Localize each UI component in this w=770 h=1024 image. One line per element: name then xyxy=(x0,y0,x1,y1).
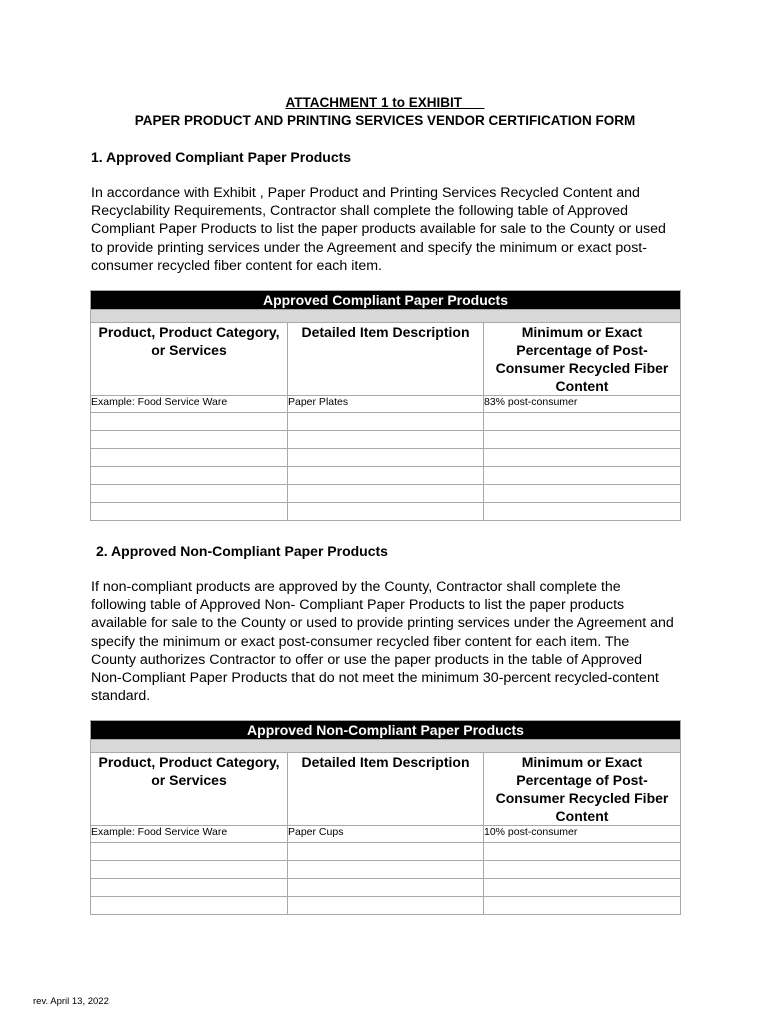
product-input-cell[interactable] xyxy=(91,503,288,521)
non-compliant-products-table xyxy=(90,720,681,915)
description-input-cell[interactable] xyxy=(288,843,484,861)
table-spacer-row xyxy=(91,310,681,323)
description-input-cell[interactable] xyxy=(288,485,484,503)
percentage-input-cell[interactable] xyxy=(484,431,681,449)
product-input-cell[interactable] xyxy=(91,843,288,861)
description-input-cell[interactable] xyxy=(288,467,484,485)
percentage-input-cell[interactable] xyxy=(484,861,681,879)
example-row xyxy=(91,826,681,843)
section2-title: 2. Approved Non-Compliant Paper Products xyxy=(96,543,388,559)
attachment-heading xyxy=(0,95,770,110)
table-row xyxy=(91,449,681,467)
product-input-cell[interactable] xyxy=(91,897,288,915)
table-row xyxy=(91,843,681,861)
product-input-cell[interactable] xyxy=(91,485,288,503)
attachment-label: ATTACHMENT 1 to EXHIBIT xyxy=(285,95,462,110)
description-input-cell[interactable] xyxy=(288,503,484,521)
percentage-input-cell[interactable] xyxy=(484,897,681,915)
column-header-description: Detailed Item Description xyxy=(288,323,484,396)
percentage-input-cell[interactable] xyxy=(484,843,681,861)
product-input-cell[interactable] xyxy=(91,879,288,897)
section1-paragraph: In accordance with Exhibit , Paper Product and Printing Services Recycled Content and Recyclability Requirements, Contractor shall complete the following table of Approved Compliant Paper Products to list the paper products available for sale to the County or used to provide printing services under the Agreement and specify the minimum or exact post-consumer recycled fiber content for each item. xyxy=(91,185,666,274)
example-product-cell: Example: Food Service Ware xyxy=(91,396,288,413)
table-row xyxy=(91,413,681,431)
column-header-product: Product, Product Category, or Services xyxy=(91,323,288,396)
column-header-product: Product, Product Category, or Services xyxy=(91,753,288,826)
description-input-cell[interactable] xyxy=(288,431,484,449)
section2-paragraph: If non-compliant products are approved by the County, Contractor shall complete the following table of Approved Non- Compliant Paper Products to list the paper products available for sale to the County or used to provide printing services under the Agreement and specify the minimum or exact post-consumer recycled fiber content for each item. The County authorizes Contractor to offer or use the paper products in the table of Approved Non-Compliant Paper Products that do not meet the minimum 30-percent recycled-content standard. xyxy=(91,579,674,705)
compliant-products-table xyxy=(90,290,681,521)
table-row xyxy=(91,467,681,485)
table-row xyxy=(91,503,681,521)
example-percentage-cell: 83% post-consumer xyxy=(484,396,681,413)
table-row xyxy=(91,879,681,897)
description-input-cell[interactable] xyxy=(288,861,484,879)
compliant-table-title: Approved Compliant Paper Products xyxy=(91,291,681,310)
column-header-percentage: Minimum or Exact Percentage of Post-Consumer Recycled Fiber Content xyxy=(484,323,681,396)
column-header-description: Detailed Item Description xyxy=(288,753,484,826)
product-input-cell[interactable] xyxy=(91,861,288,879)
column-header-percentage: Minimum or Exact Percentage of Post-Consumer Recycled Fiber Content xyxy=(484,753,681,826)
table-row xyxy=(91,431,681,449)
description-input-cell[interactable] xyxy=(288,879,484,897)
example-product-cell: Example: Food Service Ware xyxy=(91,826,288,843)
product-input-cell[interactable] xyxy=(91,467,288,485)
exhibit-blank xyxy=(462,95,485,110)
percentage-input-cell[interactable] xyxy=(484,467,681,485)
table-row xyxy=(91,485,681,503)
table-row xyxy=(91,861,681,879)
revision-date: rev. April 13, 2022 xyxy=(33,996,109,1007)
table-spacer-row xyxy=(91,740,681,753)
example-percentage-cell: 10% post-consumer xyxy=(484,826,681,843)
non-compliant-table-title: Approved Non-Compliant Paper Products xyxy=(91,721,681,740)
percentage-input-cell[interactable] xyxy=(484,879,681,897)
product-input-cell[interactable] xyxy=(91,449,288,467)
example-row xyxy=(91,396,681,413)
description-input-cell[interactable] xyxy=(288,449,484,467)
table-row xyxy=(91,897,681,915)
percentage-input-cell[interactable] xyxy=(484,413,681,431)
product-input-cell[interactable] xyxy=(91,413,288,431)
percentage-input-cell[interactable] xyxy=(484,449,681,467)
percentage-input-cell[interactable] xyxy=(484,485,681,503)
example-description-cell: Paper Cups xyxy=(288,826,484,843)
percentage-input-cell[interactable] xyxy=(484,503,681,521)
section1-title: 1. Approved Compliant Paper Products xyxy=(91,149,352,165)
example-description-cell: Paper Plates xyxy=(288,396,484,413)
product-input-cell[interactable] xyxy=(91,431,288,449)
form-title: PAPER PRODUCT AND PRINTING SERVICES VENDOR CERTIFICATION FORM xyxy=(134,113,636,128)
description-input-cell[interactable] xyxy=(288,413,484,431)
description-input-cell[interactable] xyxy=(288,897,484,915)
